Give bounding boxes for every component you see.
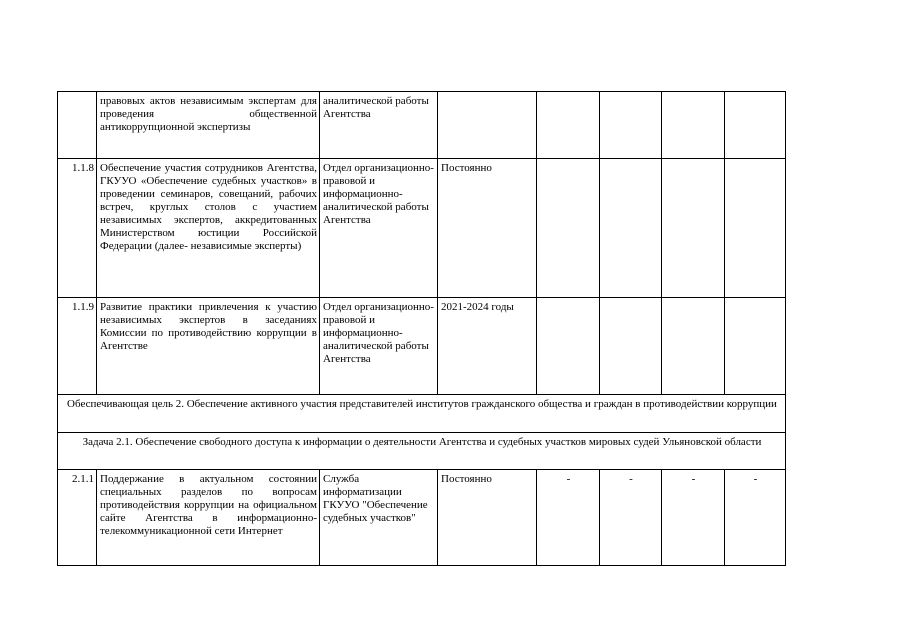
item-mark-2 — [600, 159, 662, 298]
item-mark-1 — [537, 159, 600, 298]
section-row — [58, 433, 786, 470]
item-mark-2 — [600, 92, 662, 159]
item-mark-3 — [662, 159, 725, 298]
section-task-2-1: Задача 2.1. Обеспечение свободного доступа к информации о деятельности Агентства и судебных участков мировых судей Ульяновской области — [58, 433, 786, 470]
item-mark-3 — [662, 298, 725, 395]
item-mark-3: - — [662, 470, 725, 566]
table-row — [58, 159, 786, 298]
item-term: Постоянно — [438, 470, 537, 566]
item-mark-1 — [537, 92, 600, 159]
item-description: Развитие практики привлечения к участию независимых экспертов в заседаниях Комиссии по противодействию коррупции в Агентстве — [97, 298, 320, 395]
item-mark-1 — [537, 298, 600, 395]
section-row — [58, 395, 786, 433]
item-mark-4 — [725, 159, 786, 298]
item-description: Поддержание в актуальном состоянии специальных разделов по вопросам противодействия коррупции на официальном сайте Агентства в информационно-телекоммуникационной сети Интернет — [97, 470, 320, 566]
item-number: 1.1.8 — [58, 159, 97, 298]
item-responsible: Отдел организационно-правовой и информационно-аналитической работы Агентства — [320, 159, 438, 298]
table-row — [58, 92, 786, 159]
action-plan-table — [57, 91, 786, 566]
item-mark-4: - — [725, 470, 786, 566]
item-number — [58, 92, 97, 159]
item-description: Обеспечение участия сотрудников Агентства, ГКУУО «Обеспечение судебных участков» в проведении семинаров, совещаний, рабочих встреч, круглых столов с участием независимых экспертов, аккредитованных Министерством юстиции Российской Федерации (далее- независимые эксперты) — [97, 159, 320, 298]
item-responsible: Отдел организационно-правовой и информационно-аналитической работы Агентства — [320, 298, 438, 395]
item-number: 1.1.9 — [58, 298, 97, 395]
item-mark-1: - — [537, 470, 600, 566]
item-term — [438, 92, 537, 159]
item-mark-3 — [662, 92, 725, 159]
item-number: 2.1.1 — [58, 470, 97, 566]
item-mark-4 — [725, 92, 786, 159]
item-mark-2: - — [600, 470, 662, 566]
item-term: 2021-2024 годы — [438, 298, 537, 395]
item-responsible: аналитической работы Агентства — [320, 92, 438, 159]
table-row — [58, 470, 786, 566]
item-mark-4 — [725, 298, 786, 395]
item-term: Постоянно — [438, 159, 537, 298]
item-mark-2 — [600, 298, 662, 395]
item-description: правовых актов независимым экспертам для проведения общественной антикоррупционной экспертизы — [97, 92, 320, 159]
table-row — [58, 298, 786, 395]
item-responsible: Служба информатизации ГКУУО "Обеспечение судебных участков" — [320, 470, 438, 566]
section-goal-2: Обеспечивающая цель 2. Обеспечение активного участия представителей институтов гражданского общества и граждан в противодействии коррупции — [58, 395, 786, 433]
